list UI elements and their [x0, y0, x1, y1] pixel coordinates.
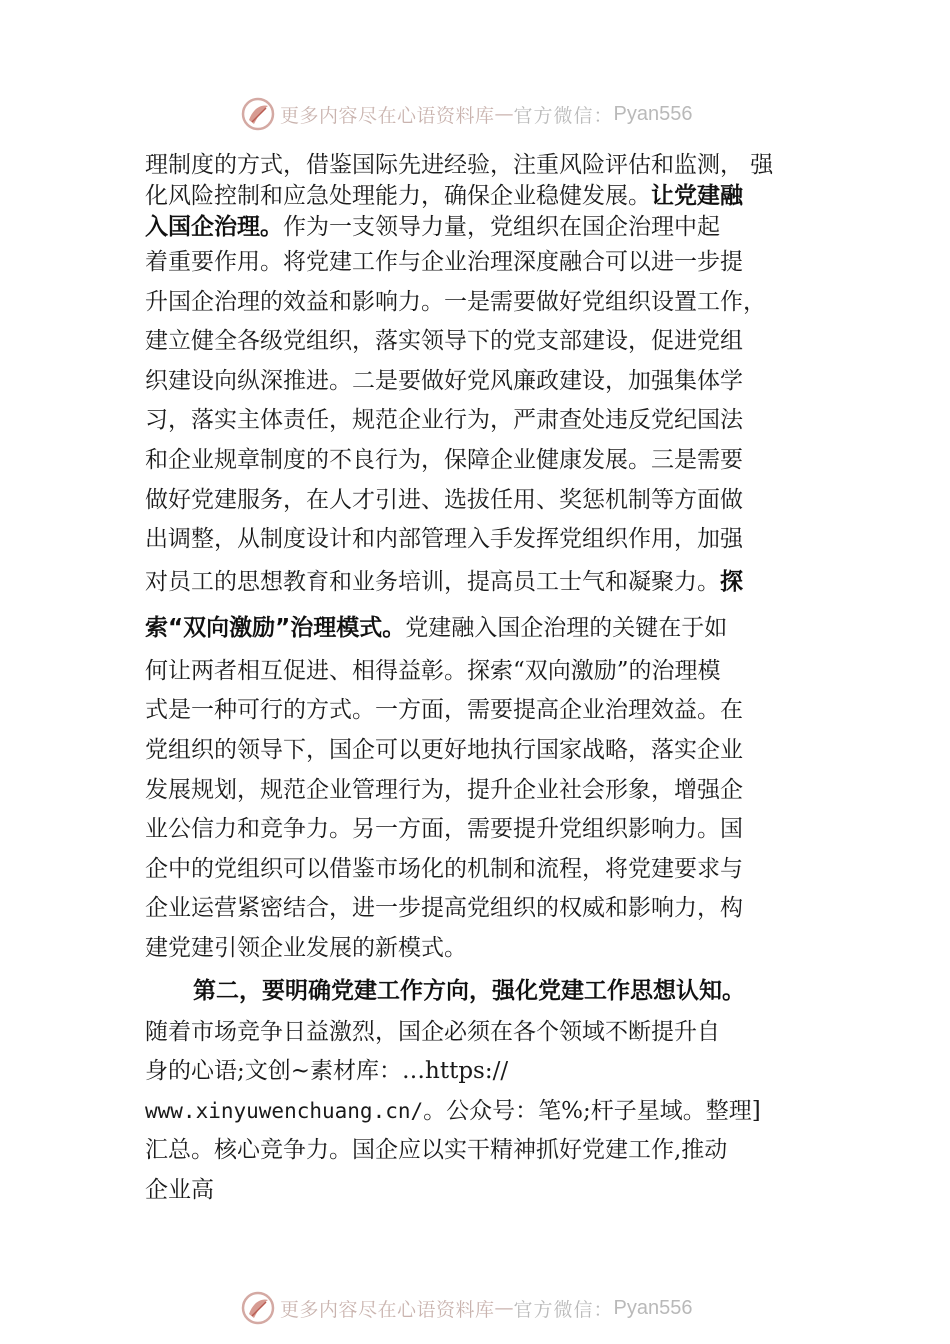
- watermark-label: 官方微信：: [513, 104, 614, 127]
- watermark-label: 官方微信：: [513, 1298, 614, 1321]
- bold-heading: 让党建融: [651, 183, 743, 209]
- watermark-id: Pyan556: [613, 1296, 693, 1319]
- text-span: 党建融入国企治理的关键在于如: [405, 614, 728, 641]
- watermark-id: Pyan556: [613, 102, 693, 125]
- paragraph-1: [145, 150, 835, 969]
- text-line: [145, 212, 835, 243]
- watermark-dash: —: [494, 1297, 514, 1319]
- watermark-brand: 更多内容尽在心语资料库: [280, 1298, 495, 1321]
- body-text: [145, 150, 835, 1210]
- text-line: 发展规划，规范企业管理行为，提升企业社会形象，增强企: [145, 776, 743, 803]
- text-line: 建立健全各级党组织，落实领导下的党支部建设，促进党组: [145, 328, 743, 355]
- bold-heading: 探: [720, 568, 743, 595]
- text-line: [145, 1092, 835, 1132]
- section-heading: 第二，要明确党建工作方向，强化党建工作思想认知。: [193, 977, 745, 1004]
- text-line: 做好党建服务，在人才引进、选拔任用、奖惩机制等方面做: [145, 486, 743, 513]
- text-line: 出调整，从制度设计和内部管理入手发挥党组织作用，加强: [145, 526, 743, 553]
- text-span: 作为一支领导力量，党组织在国企治理中起: [283, 214, 720, 240]
- text-line: 习，落实主体责任，规范企业行为，严肃查处违反党纪国法: [145, 407, 743, 434]
- text-line: 汇总。核心竞争力。国企应以实干精神抓好党建工作,推动: [145, 1137, 728, 1164]
- text-line: [145, 969, 835, 1013]
- text-line: 身的心语;文创~素材库：…https://: [145, 1058, 509, 1085]
- logo-icon: [240, 96, 276, 132]
- text-line: 和企业规章制度的不良行为，保障企业健康发展。三是需要: [145, 446, 743, 473]
- text-line: 企业高: [145, 1176, 214, 1203]
- text-line: 企中的党组织可以借鉴市场化的机制和流程，将党建要求与: [145, 855, 743, 882]
- text-line: 随着市场竞争日益激烈，国企必须在各个领域不断提升自: [145, 1018, 720, 1045]
- text-line: 业公信力和竞争力。另一方面，需要提升党组织影响力。国: [145, 816, 743, 843]
- text-line: 建党建引领企业发展的新模式。: [145, 934, 467, 961]
- text-line: 党组织的领导下，国企可以更好地执行国家战略，落实企业: [145, 736, 743, 763]
- text-span: 化风险控制和应急处理能力，确保企业稳健发展。: [145, 183, 651, 209]
- paragraph-2: [145, 969, 835, 1211]
- text-line: 企业运营紧密结合，进一步提高党组织的权威和影响力，构: [145, 895, 743, 922]
- text-span: 。公众号：笔%;杆子星域。整理]: [423, 1097, 761, 1124]
- footer-watermark: [240, 1290, 693, 1326]
- text-line: 着重要作用。将党建工作与企业治理深度融合可以进一步提: [145, 249, 743, 275]
- text-span: 对员工的思想教育和业务培训，提高员工士气和凝聚力。: [145, 568, 720, 595]
- header-watermark: [240, 96, 693, 132]
- watermark-brand: 更多内容尽在心语资料库: [280, 104, 495, 127]
- text-line: [145, 560, 835, 604]
- text-line: [145, 604, 835, 652]
- text-line: 升国企治理的效益和影响力。一是需要做好党组织设置工作，: [145, 288, 766, 315]
- watermark-dash: —: [494, 103, 514, 125]
- text-line: [145, 181, 835, 212]
- text-line: 何让两者相互促进、相得益彰。探索“双向激励”的治理模: [145, 657, 721, 684]
- url-text: www.xinyuwenchuang.cn/: [145, 1098, 424, 1123]
- text-line: 理制度的方式，借鉴国际先进经验，注重风险评估和监测， 强: [145, 152, 774, 178]
- text-line: 织建设向纵深推进。二是要做好党风廉政建设，加强集体学: [145, 367, 743, 394]
- bold-heading: 入国企治理。: [145, 214, 283, 240]
- text-line: 式是一种可行的方式。一方面，需要提高企业治理效益。在: [145, 697, 743, 724]
- logo-icon: [240, 1290, 276, 1326]
- bold-heading: 索“双向激励”治理模式。: [145, 614, 406, 641]
